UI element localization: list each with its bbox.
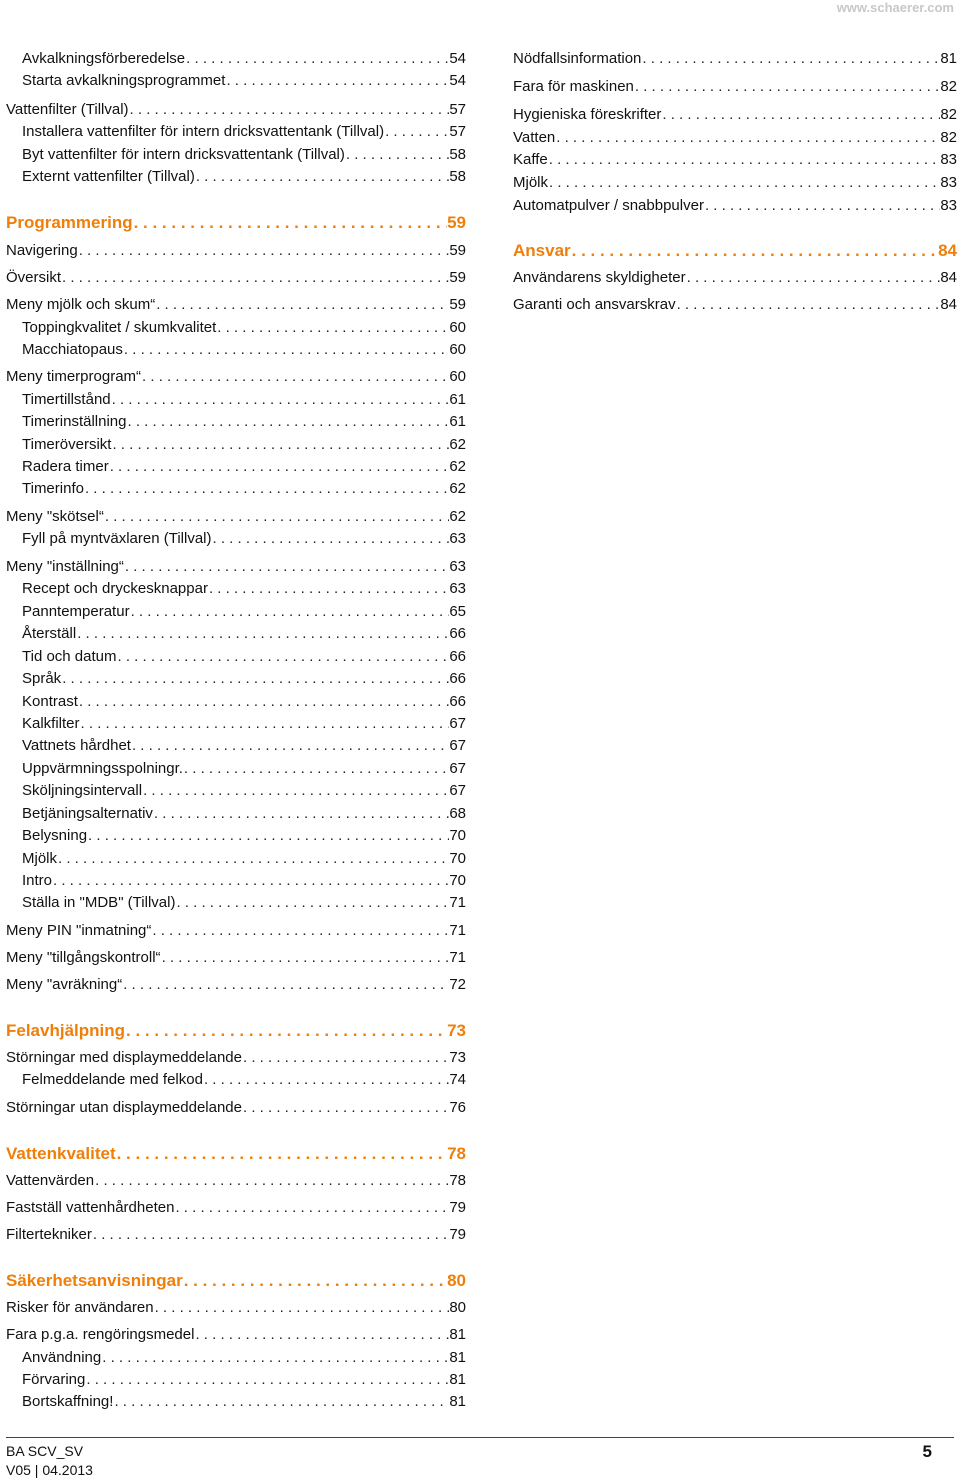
toc-entry-title: Uppvärmningsspolningr. bbox=[22, 760, 183, 777]
toc-page-number: 59 bbox=[449, 269, 466, 286]
toc-entry-title: Avkalkningsförberedelse bbox=[22, 50, 186, 67]
toc-page-number: 76 bbox=[449, 1099, 466, 1116]
dot-leader bbox=[641, 50, 940, 68]
dot-leader bbox=[104, 508, 449, 526]
toc-entry[interactable] bbox=[6, 99, 466, 119]
toc-entry-title: Kontrast bbox=[22, 693, 78, 710]
dot-leader bbox=[123, 341, 449, 359]
toc-entry[interactable] bbox=[22, 713, 466, 733]
toc-entry-title: Användarens skyldigheter bbox=[513, 269, 686, 286]
toc-entry-title: Installera vattenfilter för intern dricksvattentank (Tillval) bbox=[22, 123, 385, 140]
toc-entry[interactable] bbox=[513, 172, 957, 192]
toc-entry-title: Förvaring bbox=[22, 1371, 86, 1388]
toc-entry-title: Intro bbox=[22, 872, 53, 889]
toc-entry-title: Starta avkalkningsprogrammet bbox=[22, 72, 226, 89]
toc-entry[interactable] bbox=[22, 389, 466, 409]
toc-entry-title: Fyll på myntväxlaren (Tillval) bbox=[22, 530, 212, 547]
toc-entry-title: Meny timerprogram“ bbox=[6, 368, 142, 385]
toc-entry[interactable] bbox=[22, 825, 466, 845]
dot-leader bbox=[154, 1299, 450, 1317]
toc-entry[interactable] bbox=[513, 48, 957, 68]
toc-page-number: 62 bbox=[449, 436, 466, 453]
dot-leader bbox=[111, 391, 450, 409]
toc-entry-title: Timerinställning bbox=[22, 413, 127, 430]
toc-entry-title: Sköljningsintervall bbox=[22, 782, 143, 799]
toc-page-number: 83 bbox=[940, 151, 957, 168]
toc-entry-title: Hygieniska föreskrifter bbox=[513, 106, 662, 123]
toc-entry[interactable] bbox=[6, 1197, 466, 1217]
dot-leader bbox=[87, 827, 449, 845]
toc-entry-title: Timerinfo bbox=[22, 480, 84, 497]
toc-entry-title: Betjäningsalternativ bbox=[22, 805, 153, 822]
dot-leader bbox=[183, 760, 449, 778]
toc-entry[interactable] bbox=[22, 434, 466, 454]
dot-leader bbox=[704, 197, 940, 215]
toc-entry-title: Meny "tillgångskontroll“ bbox=[6, 949, 161, 966]
toc-entry[interactable] bbox=[513, 76, 957, 96]
toc-entry[interactable] bbox=[22, 578, 466, 598]
dot-leader bbox=[92, 1226, 449, 1244]
toc-entry-title: Vatten bbox=[513, 129, 556, 146]
toc-entry[interactable] bbox=[22, 1369, 466, 1389]
toc-entry[interactable] bbox=[22, 70, 466, 90]
toc-entry[interactable] bbox=[6, 267, 466, 287]
dot-leader bbox=[194, 1326, 449, 1344]
dot-leader bbox=[225, 72, 449, 90]
toc-entry[interactable] bbox=[6, 294, 466, 314]
toc-entry-title: Automatpulver / snabbpulver bbox=[513, 197, 704, 214]
toc-entry[interactable] bbox=[6, 974, 466, 994]
toc-entry[interactable] bbox=[22, 892, 466, 912]
toc-page-number: 78 bbox=[447, 1144, 466, 1163]
toc-entry[interactable] bbox=[6, 1047, 466, 1067]
toc-page-number: 74 bbox=[449, 1071, 466, 1088]
toc-section-heading[interactable] bbox=[6, 1018, 466, 1040]
toc-entry[interactable] bbox=[6, 556, 466, 576]
toc-entry[interactable] bbox=[513, 195, 957, 215]
dot-leader bbox=[109, 458, 450, 476]
dot-leader bbox=[117, 648, 450, 666]
toc-page-number: 66 bbox=[449, 670, 466, 687]
toc-page-number: 78 bbox=[449, 1172, 466, 1189]
toc-page-number: 84 bbox=[940, 269, 957, 286]
toc-page-number: 80 bbox=[449, 1299, 466, 1316]
dot-leader bbox=[155, 296, 449, 314]
toc-entry-title: Externt vattenfilter (Tillval) bbox=[22, 168, 195, 185]
toc-entry-title: Störningar med displaymeddelande bbox=[6, 1049, 242, 1066]
dot-leader bbox=[94, 1172, 449, 1190]
toc-page-number: 60 bbox=[449, 319, 466, 336]
toc-entry-title: Toppingkvalitet / skumkvalitet bbox=[22, 319, 217, 336]
dot-leader bbox=[661, 106, 940, 124]
toc-entry[interactable] bbox=[22, 478, 466, 498]
toc-entry-title: Översikt bbox=[6, 269, 62, 286]
website-header-link[interactable]: www.schaerer.com bbox=[836, 0, 954, 15]
toc-entry-title: Vattenfilter (Tillval) bbox=[6, 101, 129, 118]
dot-leader bbox=[242, 1099, 449, 1117]
toc-page-number: 83 bbox=[940, 197, 957, 214]
dot-leader bbox=[185, 50, 449, 68]
dot-leader bbox=[634, 78, 940, 96]
toc-entry[interactable] bbox=[22, 1391, 466, 1411]
toc-entry-title: Språk bbox=[22, 670, 62, 687]
dot-leader bbox=[548, 151, 941, 169]
dot-leader bbox=[129, 101, 450, 119]
toc-entry-title: Fara p.g.a. rengöringsmedel bbox=[6, 1326, 195, 1343]
dot-leader bbox=[84, 480, 449, 498]
dot-leader bbox=[116, 1145, 447, 1163]
toc-entry[interactable] bbox=[22, 646, 466, 666]
toc-entry[interactable] bbox=[22, 48, 466, 68]
toc-entry-title: Meny "skötsel“ bbox=[6, 508, 104, 525]
toc-entry-title: Macchiatopaus bbox=[22, 341, 123, 358]
dot-leader bbox=[125, 1022, 447, 1040]
toc-page-number: 79 bbox=[449, 1199, 466, 1216]
dot-leader bbox=[57, 850, 449, 868]
dot-leader bbox=[101, 1349, 449, 1367]
toc-entry[interactable] bbox=[22, 780, 466, 800]
toc-entry[interactable] bbox=[6, 947, 466, 967]
toc-page-number: 59 bbox=[449, 242, 466, 259]
dot-leader bbox=[52, 872, 449, 890]
toc-entry-title: Störningar utan displaymeddelande bbox=[6, 1099, 242, 1116]
toc-entry-title: Återställ bbox=[22, 625, 77, 642]
dot-leader bbox=[216, 319, 449, 337]
toc-entry[interactable] bbox=[22, 1069, 466, 1089]
toc-entry[interactable] bbox=[6, 1224, 466, 1244]
toc-entry[interactable] bbox=[22, 601, 466, 621]
toc-page-number: 81 bbox=[449, 1349, 466, 1366]
dot-leader bbox=[124, 558, 449, 576]
toc-entry-title: Timertillstånd bbox=[22, 391, 111, 408]
toc-page-number: 54 bbox=[449, 50, 466, 67]
toc-page-number: 81 bbox=[449, 1393, 466, 1410]
toc-page-number: 63 bbox=[449, 530, 466, 547]
dot-leader bbox=[384, 123, 449, 141]
toc-page-number: 73 bbox=[449, 1049, 466, 1066]
toc-entry-title: Fastställ vattenhårdheten bbox=[6, 1199, 175, 1216]
toc-page-number: 62 bbox=[449, 480, 466, 497]
dot-leader bbox=[141, 368, 449, 386]
toc-entry-title: Risker för användaren bbox=[6, 1299, 154, 1316]
toc-page-number: 67 bbox=[449, 737, 466, 754]
toc-entry[interactable] bbox=[513, 267, 957, 287]
toc-section-heading[interactable] bbox=[6, 1268, 466, 1290]
toc-page-number: 73 bbox=[447, 1021, 466, 1040]
toc-page-number: 65 bbox=[449, 603, 466, 620]
toc-entry-title: Belysning bbox=[22, 827, 88, 844]
toc-page-number: 63 bbox=[449, 558, 466, 575]
toc-page-number: 63 bbox=[449, 580, 466, 597]
toc-page-number: 72 bbox=[449, 976, 466, 993]
toc-entry-title: Meny PIN "inmatning“ bbox=[6, 922, 152, 939]
toc-entry[interactable] bbox=[6, 506, 466, 526]
toc-entry-title: Användning bbox=[22, 1349, 102, 1366]
toc-entry-title: Ställa in "MDB" (Tillval) bbox=[22, 894, 176, 911]
toc-page-number: 60 bbox=[449, 341, 466, 358]
toc-entry-title: Mjölk bbox=[22, 850, 58, 867]
dot-leader bbox=[133, 214, 447, 232]
toc-page-number: 59 bbox=[449, 296, 466, 313]
toc-entry-title: Panntemperatur bbox=[22, 603, 130, 620]
toc-page-number: 79 bbox=[449, 1226, 466, 1243]
dot-leader bbox=[113, 1393, 449, 1411]
toc-page-number: 84 bbox=[938, 241, 957, 260]
dot-leader bbox=[183, 1272, 447, 1290]
dot-leader bbox=[76, 625, 449, 643]
dot-leader bbox=[61, 670, 449, 688]
toc-page-number: 70 bbox=[449, 850, 466, 867]
footer-version: V05 | 04.2013 bbox=[6, 1462, 93, 1478]
dot-leader bbox=[161, 949, 450, 967]
toc-entry-title: Ansvar bbox=[513, 241, 571, 260]
toc-page-number: 62 bbox=[449, 458, 466, 475]
toc-entry[interactable] bbox=[6, 1324, 466, 1344]
toc-section-heading[interactable] bbox=[6, 210, 466, 232]
dot-leader bbox=[212, 530, 450, 548]
toc-entry[interactable] bbox=[22, 623, 466, 643]
toc-page-number: 66 bbox=[449, 648, 466, 665]
toc-entry[interactable] bbox=[22, 691, 466, 711]
toc-entry-title: Felmeddelande med felkod bbox=[22, 1071, 203, 1088]
toc-page-number: 58 bbox=[449, 168, 466, 185]
dot-leader bbox=[571, 242, 938, 260]
toc-entry-title: Bortskaffning! bbox=[22, 1393, 114, 1410]
toc-page-number: 71 bbox=[449, 922, 466, 939]
toc-entry[interactable] bbox=[6, 1097, 466, 1117]
toc-entry[interactable] bbox=[22, 144, 466, 164]
toc-entry[interactable] bbox=[22, 411, 466, 431]
toc-page-number: 58 bbox=[449, 146, 466, 163]
toc-entry[interactable] bbox=[513, 294, 957, 314]
dot-leader bbox=[122, 976, 449, 994]
toc-page-number: 67 bbox=[449, 782, 466, 799]
toc-entry-title: Säkerhetsanvisningar bbox=[6, 1271, 183, 1290]
toc-entry-title: Recept och dryckesknappar bbox=[22, 580, 208, 597]
toc-entry[interactable] bbox=[22, 848, 466, 868]
dot-leader bbox=[111, 436, 449, 454]
toc-entry-title: Kaffe bbox=[513, 151, 548, 168]
toc-page-number: 71 bbox=[449, 949, 466, 966]
toc-entry[interactable] bbox=[22, 528, 466, 548]
toc-entry-title: Garanti och ansvarskrav bbox=[513, 296, 676, 313]
toc-entry-title: Meny "avräkning“ bbox=[6, 976, 123, 993]
toc-page-number: 81 bbox=[940, 50, 957, 67]
toc-page-number: 80 bbox=[447, 1271, 466, 1290]
dot-leader bbox=[85, 1371, 449, 1389]
dot-leader bbox=[61, 269, 449, 287]
toc-entry[interactable] bbox=[22, 668, 466, 688]
dot-leader bbox=[174, 1199, 449, 1217]
toc-entry-title: Programmering bbox=[6, 213, 133, 232]
dot-leader bbox=[686, 269, 941, 287]
toc-entry[interactable] bbox=[6, 1297, 466, 1317]
toc-page-number: 70 bbox=[449, 872, 466, 889]
toc-page-number: 67 bbox=[449, 760, 466, 777]
toc-page-number: 60 bbox=[449, 368, 466, 385]
dot-leader bbox=[548, 174, 940, 192]
toc-page-number: 82 bbox=[940, 78, 957, 95]
toc-page-number: 83 bbox=[940, 174, 957, 191]
toc-entry-title: Nödfallsinformation bbox=[513, 50, 642, 67]
toc-entry[interactable] bbox=[6, 920, 466, 940]
dot-leader bbox=[555, 129, 940, 147]
toc-page-number: 66 bbox=[449, 693, 466, 710]
toc-section-heading[interactable] bbox=[6, 1141, 466, 1163]
dot-leader bbox=[78, 242, 450, 260]
dot-leader bbox=[208, 580, 449, 598]
dot-leader bbox=[195, 168, 449, 186]
toc-entry[interactable] bbox=[22, 121, 466, 141]
toc-entry-title: Vattenkvalitet bbox=[6, 1144, 116, 1163]
footer-divider bbox=[6, 1437, 954, 1438]
toc-entry[interactable] bbox=[6, 1170, 466, 1190]
dot-leader bbox=[676, 296, 941, 314]
toc-entry[interactable] bbox=[513, 149, 957, 169]
toc-entry[interactable] bbox=[22, 735, 466, 755]
dot-leader bbox=[78, 693, 449, 711]
footer-doc-info bbox=[6, 1442, 93, 1480]
toc-entry[interactable] bbox=[6, 240, 466, 260]
toc-entry-title: Meny "inställning“ bbox=[6, 558, 124, 575]
dot-leader bbox=[80, 715, 450, 733]
toc-page-number: 57 bbox=[449, 123, 466, 140]
toc-page-number: 61 bbox=[449, 413, 466, 430]
dot-leader bbox=[131, 737, 449, 755]
toc-entry[interactable] bbox=[22, 166, 466, 186]
toc-entry-title: Timeröversikt bbox=[22, 436, 112, 453]
toc-entry[interactable] bbox=[22, 317, 466, 337]
toc-entry-title: Filtertekniker bbox=[6, 1226, 92, 1243]
toc-entry-title: Felavhjälpning bbox=[6, 1021, 126, 1040]
toc-page-number: 67 bbox=[449, 715, 466, 732]
toc-entry-title: Fara för maskinen bbox=[513, 78, 634, 95]
toc-entry[interactable] bbox=[22, 803, 466, 823]
toc-page-number: 59 bbox=[447, 213, 466, 232]
toc-entry-title: Navigering bbox=[6, 242, 78, 259]
toc-entry[interactable] bbox=[22, 456, 466, 476]
dot-leader bbox=[242, 1049, 449, 1067]
toc-entry[interactable] bbox=[513, 104, 957, 124]
page-number: 5 bbox=[922, 1442, 932, 1461]
dot-leader bbox=[345, 146, 449, 164]
toc-page-number: 68 bbox=[449, 805, 466, 822]
footer-doc-id: BA SCV_SV bbox=[6, 1443, 84, 1459]
dot-leader bbox=[130, 603, 450, 621]
dot-leader bbox=[126, 413, 449, 431]
toc-entry-title: Byt vattenfilter för intern dricksvattentank (Tillval) bbox=[22, 146, 345, 163]
toc-page-number: 61 bbox=[449, 391, 466, 408]
toc-page-number: 57 bbox=[449, 101, 466, 118]
toc-page-number: 62 bbox=[449, 508, 466, 525]
toc-entry-title: Vattnets hårdhet bbox=[22, 737, 131, 754]
toc-section-heading[interactable] bbox=[513, 238, 957, 260]
toc-page-number: 54 bbox=[449, 72, 466, 89]
toc-entry-title: Radera timer bbox=[22, 458, 109, 475]
toc-entry-title: Vattenvärden bbox=[6, 1172, 95, 1189]
dot-leader bbox=[203, 1071, 449, 1089]
toc-page-number: 82 bbox=[940, 129, 957, 146]
toc-entry[interactable] bbox=[22, 1347, 466, 1367]
toc-entry[interactable] bbox=[513, 127, 957, 147]
toc-entry-title: Meny mjölk och skum“ bbox=[6, 296, 156, 313]
dot-leader bbox=[175, 894, 449, 912]
toc-page-number: 81 bbox=[449, 1326, 466, 1343]
toc-entry[interactable] bbox=[22, 758, 466, 778]
toc-page-number: 81 bbox=[449, 1371, 466, 1388]
dot-leader bbox=[153, 805, 449, 823]
toc-page-number: 82 bbox=[940, 106, 957, 123]
dot-leader bbox=[151, 922, 449, 940]
dot-leader bbox=[142, 782, 449, 800]
toc-entry[interactable] bbox=[22, 339, 466, 359]
toc-page-number: 71 bbox=[449, 894, 466, 911]
toc-entry-title: Tid och datum bbox=[22, 648, 117, 665]
toc-page-number: 84 bbox=[940, 296, 957, 313]
toc-entry-title: Mjölk bbox=[513, 174, 549, 191]
toc-entry[interactable] bbox=[6, 366, 466, 386]
toc-entry[interactable] bbox=[22, 870, 466, 890]
toc-page-number: 66 bbox=[449, 625, 466, 642]
toc-page-number: 70 bbox=[449, 827, 466, 844]
toc-entry-title: Kalkfilter bbox=[22, 715, 80, 732]
